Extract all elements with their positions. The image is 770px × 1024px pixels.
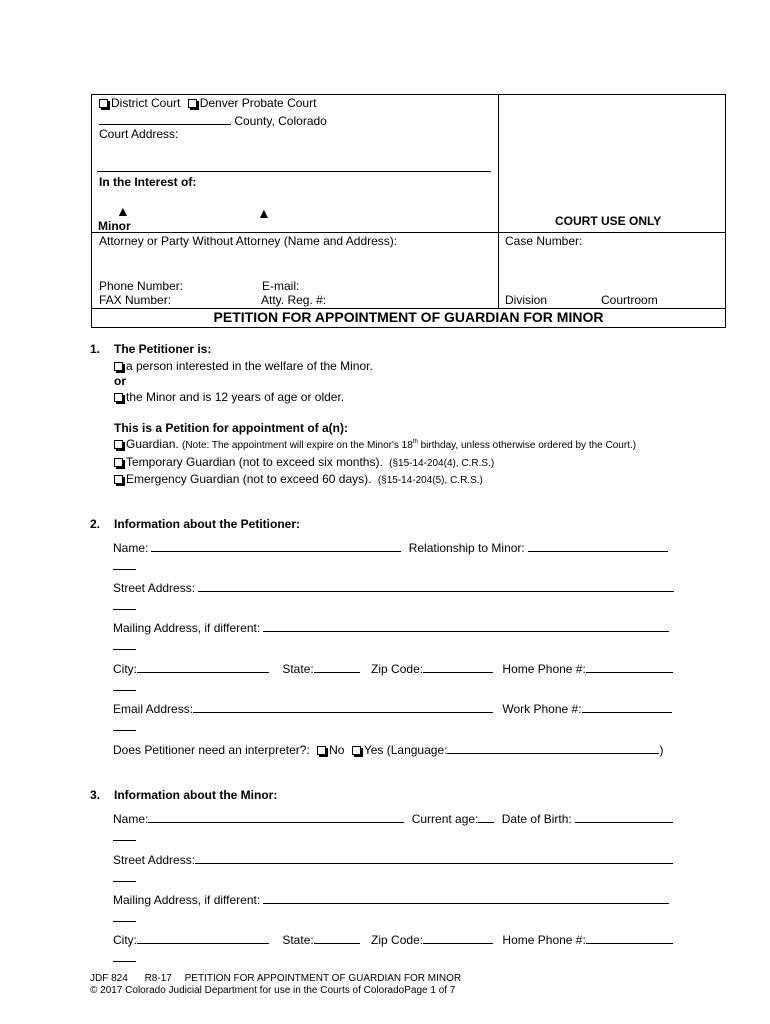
section3-heading: Information about the Minor: bbox=[114, 788, 278, 802]
emergency-guardian-option bbox=[114, 472, 483, 486]
minor-state-label: State: bbox=[282, 933, 314, 947]
minor-dob-input[interactable] bbox=[575, 810, 673, 823]
interested-person-checkbox[interactable] bbox=[114, 362, 123, 371]
relationship-input[interactable] bbox=[528, 539, 668, 552]
minor-street-tail[interactable] bbox=[113, 881, 136, 882]
minor-city-tail[interactable] bbox=[113, 961, 136, 962]
minor-dob-label: Date of Birth: bbox=[501, 812, 572, 826]
footer-form-title: PETITION FOR APPOINTMENT OF GUARDIAN FOR MINOR bbox=[184, 973, 462, 984]
minor-name-input[interactable] bbox=[148, 810, 404, 823]
minor-state-input[interactable] bbox=[314, 931, 360, 944]
attorney-label: Attorney or Party Without Attorney (Name and Address): bbox=[99, 234, 398, 248]
minor-name-tail[interactable] bbox=[113, 840, 136, 841]
relationship-label: Relationship to Minor: bbox=[408, 541, 525, 555]
denver-probate-checkbox[interactable] bbox=[188, 99, 197, 108]
interpreter-close-paren: ) bbox=[659, 743, 664, 757]
atty-reg-label: Atty. Reg. #: bbox=[261, 293, 327, 307]
county-input[interactable] bbox=[99, 112, 231, 125]
court-use-only: COURT USE ONLY bbox=[555, 214, 662, 228]
minor-street-row bbox=[113, 851, 673, 867]
petitioner-email-input[interactable] bbox=[193, 700, 493, 713]
district-court-checkbox[interactable] bbox=[99, 99, 108, 108]
interpreter-no-checkbox[interactable] bbox=[317, 746, 326, 755]
guardian-option bbox=[114, 437, 636, 451]
petitioner-mailing-input[interactable] bbox=[263, 619, 669, 632]
guardian-note-a: (Note: The appointment will expire on the Minor's 18 bbox=[182, 440, 413, 451]
division-label: Division bbox=[505, 293, 548, 307]
courtroom-label: Courtroom bbox=[601, 293, 658, 307]
temp-guardian-label: Temporary Guardian (not to exceed six months). bbox=[126, 455, 383, 469]
footer-line-1 bbox=[90, 973, 461, 984]
interest-of-label: In the Interest of: bbox=[99, 175, 197, 189]
petitioner-mailing-row bbox=[113, 619, 669, 635]
section1-option-b bbox=[114, 390, 344, 404]
emergency-guardian-ref: (§15-14-204(5), C.R.S.) bbox=[377, 475, 483, 486]
petition-type-heading: This is a Petition for appointment of a(n): bbox=[114, 421, 348, 435]
court-address-label: Court Address: bbox=[99, 127, 179, 141]
minor-city-row bbox=[113, 931, 673, 947]
temp-guardian-ref: (§15-14-204(4), C.R.S.) bbox=[389, 458, 495, 469]
minor-street-input[interactable] bbox=[195, 851, 673, 864]
minor-self-label: the Minor and is 12 years of age or older. bbox=[126, 390, 345, 404]
section3-number: 3. bbox=[90, 788, 101, 802]
petitioner-name-label: Name: bbox=[113, 541, 149, 555]
guardian-note-sup: th bbox=[412, 439, 418, 445]
footer-line-2 bbox=[90, 985, 455, 996]
temp-guardian-checkbox[interactable] bbox=[114, 458, 123, 467]
minor-age-input[interactable] bbox=[478, 810, 494, 823]
petitioner-home-phone-input[interactable] bbox=[586, 660, 673, 673]
caption-divider-1 bbox=[91, 232, 726, 233]
petitioner-email-tail[interactable] bbox=[113, 730, 136, 731]
interpreter-label: Does Petitioner need an interpreter?: bbox=[113, 743, 310, 757]
phone-label: Phone Number: bbox=[99, 279, 184, 293]
petitioner-name-tail[interactable] bbox=[113, 569, 136, 570]
footer-copyright: © 2017 Colorado Judicial Department for use in the Courts of Colorado bbox=[90, 985, 405, 996]
minor-home-phone-label: Home Phone #: bbox=[502, 933, 586, 947]
footer-rev: R8-17 bbox=[144, 973, 172, 984]
section1-number: 1. bbox=[90, 342, 101, 356]
interested-person-label: a person interested in the welfare of the Minor. bbox=[126, 359, 373, 373]
petitioner-name-row bbox=[113, 539, 668, 555]
court-selection bbox=[99, 96, 316, 110]
guardian-checkbox[interactable] bbox=[114, 440, 123, 449]
section2-number: 2. bbox=[90, 517, 101, 531]
triangle-left-icon: ▲ bbox=[116, 203, 130, 219]
guardian-label: Guardian. bbox=[126, 437, 179, 451]
fax-label: FAX Number: bbox=[99, 293, 172, 307]
guardian-note-b: birthday, unless otherwise ordered by the Court.) bbox=[417, 440, 637, 451]
petitioner-street-row bbox=[113, 579, 674, 595]
caption-vertical-divider bbox=[498, 94, 499, 309]
minor-self-checkbox[interactable] bbox=[114, 393, 123, 402]
court-address-input[interactable] bbox=[97, 171, 491, 172]
petitioner-city-tail[interactable] bbox=[113, 690, 136, 691]
interpreter-language-input[interactable] bbox=[447, 741, 659, 754]
minor-name-row bbox=[113, 810, 673, 826]
petitioner-city-label: City: bbox=[113, 662, 137, 676]
petitioner-city-input[interactable] bbox=[137, 660, 269, 673]
minor-zip-label: Zip Code: bbox=[371, 933, 424, 947]
petitioner-work-phone-input[interactable] bbox=[582, 700, 672, 713]
minor-age-label: Current age: bbox=[411, 812, 479, 826]
petitioner-city-row bbox=[113, 660, 673, 676]
petitioner-work-phone-label: Work Phone #: bbox=[502, 702, 582, 716]
emergency-guardian-checkbox[interactable] bbox=[114, 475, 123, 484]
petitioner-email-row bbox=[113, 700, 672, 716]
petitioner-state-label: State: bbox=[282, 662, 314, 676]
interpreter-yes-checkbox[interactable] bbox=[352, 746, 361, 755]
section2-heading: Information about the Petitioner: bbox=[114, 517, 300, 531]
minor-street-label: Street Address: bbox=[113, 853, 196, 867]
minor-mailing-tail[interactable] bbox=[113, 921, 136, 922]
minor-name-label: Name: bbox=[113, 812, 149, 826]
petitioner-street-tail[interactable] bbox=[113, 609, 136, 610]
temp-guardian-option bbox=[114, 455, 494, 469]
or-label: or bbox=[114, 374, 126, 388]
petitioner-zip-label: Zip Code: bbox=[371, 662, 424, 676]
interpreter-yes-label: Yes (Language: bbox=[363, 743, 448, 757]
minor-label: Minor bbox=[98, 219, 131, 233]
minor-zip-input[interactable] bbox=[423, 931, 493, 944]
petitioner-state-input[interactable] bbox=[314, 660, 360, 673]
petitioner-name-input[interactable] bbox=[151, 539, 401, 552]
petitioner-home-phone-label: Home Phone #: bbox=[502, 662, 586, 676]
petitioner-street-input[interactable] bbox=[198, 579, 674, 592]
minor-city-label: City: bbox=[113, 933, 137, 947]
minor-home-phone-input[interactable] bbox=[586, 931, 673, 944]
emergency-guardian-label: Emergency Guardian (not to exceed 60 days). bbox=[126, 472, 372, 486]
petitioner-mailing-label: Mailing Address, if different: bbox=[113, 621, 261, 635]
section1-heading: The Petitioner is: bbox=[114, 342, 212, 356]
page-title: PETITION FOR APPOINTMENT OF GUARDIAN FOR MINOR bbox=[213, 309, 604, 325]
footer-page: Page 1 of 7 bbox=[404, 985, 456, 996]
petitioner-zip-input[interactable] bbox=[423, 660, 493, 673]
district-court-label: District Court bbox=[111, 96, 181, 110]
case-number-label: Case Number: bbox=[505, 234, 583, 248]
minor-mailing-input[interactable] bbox=[263, 891, 669, 904]
interpreter-row bbox=[113, 741, 663, 757]
county-label: County, Colorado bbox=[234, 114, 327, 128]
email-label: E-mail: bbox=[262, 279, 300, 293]
minor-city-input[interactable] bbox=[137, 931, 269, 944]
petitioner-mailing-tail[interactable] bbox=[113, 649, 136, 650]
denver-probate-label: Denver Probate Court bbox=[199, 96, 317, 110]
minor-mailing-row bbox=[113, 891, 669, 907]
petitioner-email-label: Email Address: bbox=[113, 702, 194, 716]
county-line bbox=[99, 112, 327, 128]
minor-mailing-label: Mailing Address, if different: bbox=[113, 893, 261, 907]
footer-form-id: JDF 824 bbox=[90, 973, 128, 984]
interpreter-no-label: No bbox=[329, 743, 345, 757]
triangle-right-icon: ▲ bbox=[257, 205, 271, 221]
petitioner-street-label: Street Address: bbox=[113, 581, 196, 595]
section1-option-a bbox=[114, 359, 373, 373]
